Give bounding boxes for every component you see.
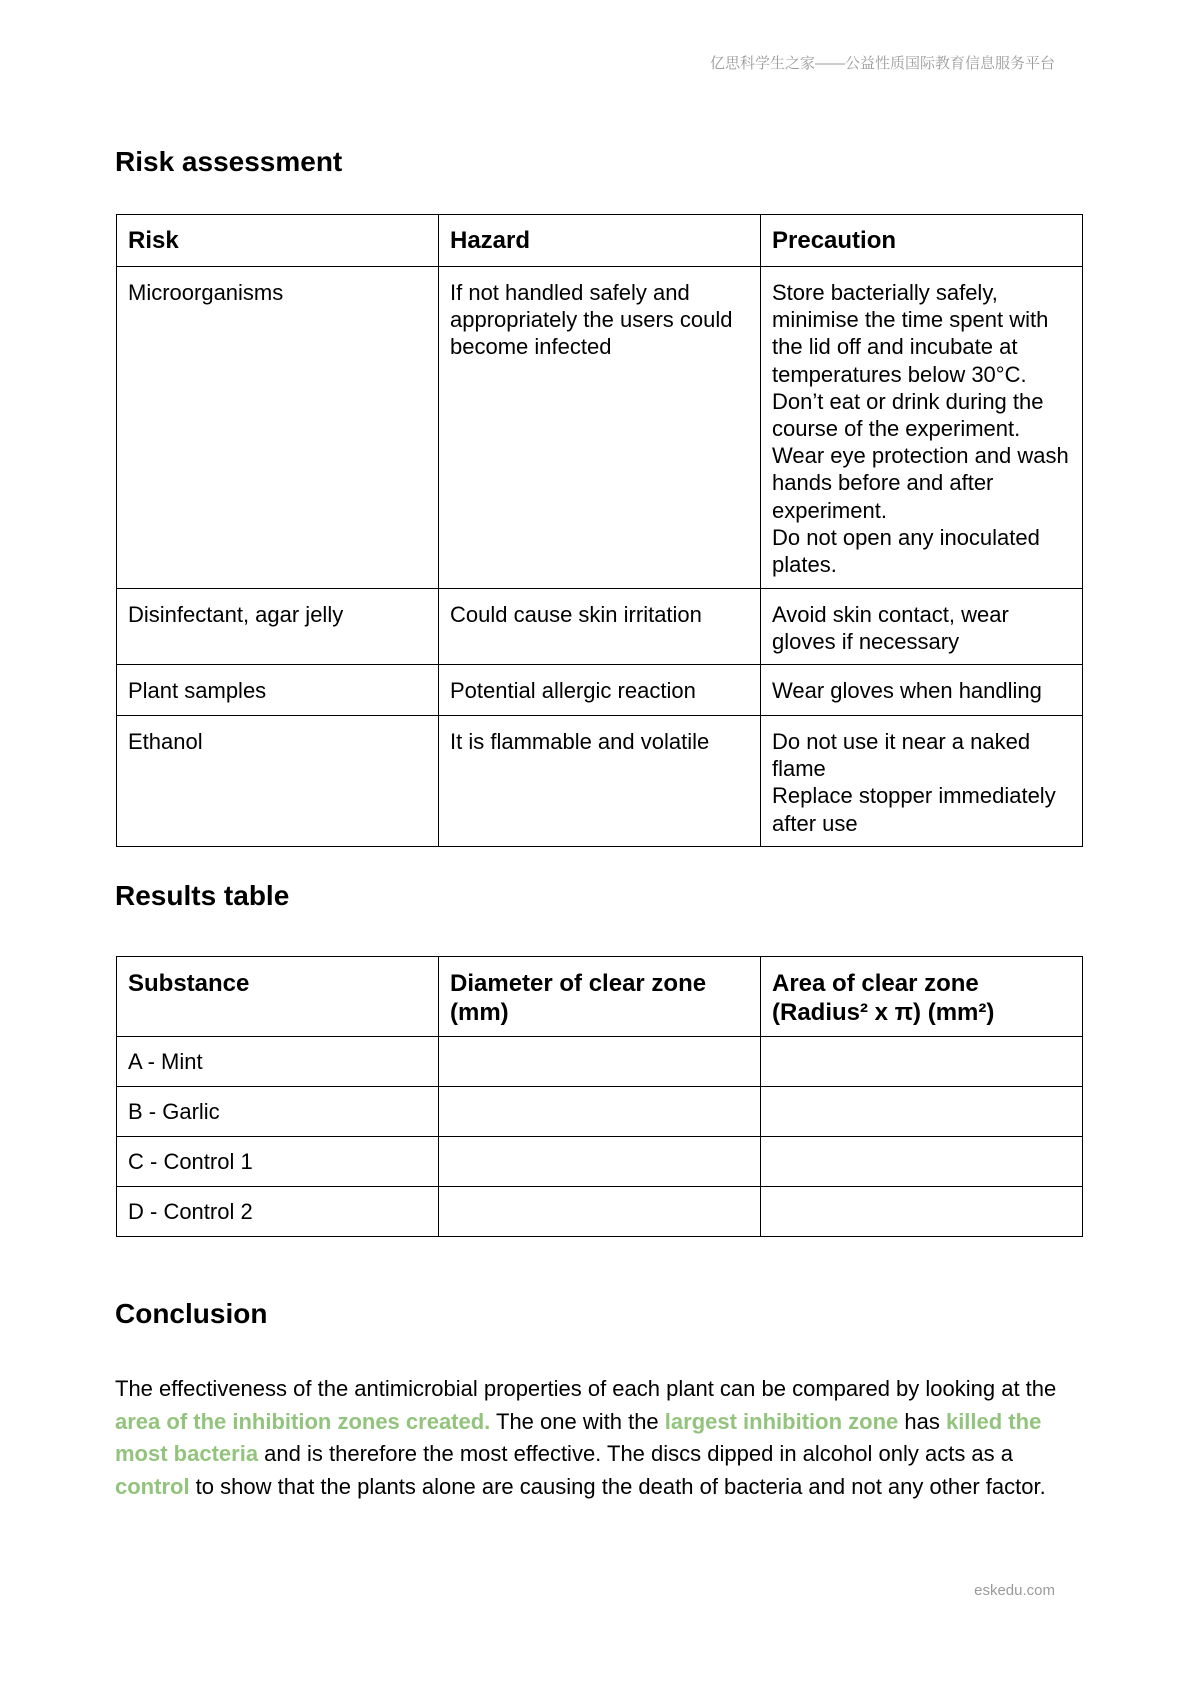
conclusion-text-segment: The effectiveness of the antimicrobial properties of each plant can be compared by looking at the xyxy=(115,1376,1057,1401)
precaution-line: Don’t eat or drink during the course of the experiment. xyxy=(772,388,1044,442)
diameter-cell xyxy=(439,1187,761,1237)
table-row xyxy=(117,267,1083,589)
precaution-line: Replace stopper immediately after use xyxy=(772,783,1056,836)
diameter-cell xyxy=(439,1087,761,1137)
conclusion-text-segment: to show that the plants alone are causing the death of bacteria and not any other factor. xyxy=(189,1473,1046,1499)
conclusion-text-segment: The one with the xyxy=(490,1408,665,1434)
table-header-row xyxy=(117,215,1083,267)
column-header-diameter: Diameter of clear zone (mm) xyxy=(439,957,761,1037)
hazard-cell: Potential allergic reaction xyxy=(439,665,761,716)
table-row xyxy=(117,589,1083,665)
risk-assessment-table xyxy=(116,214,1083,847)
precaution-line: Wear gloves when handling xyxy=(772,678,1042,703)
substance-cell: C - Control 1 xyxy=(117,1137,439,1187)
area-cell xyxy=(761,1087,1083,1137)
precaution-cell xyxy=(761,716,1083,847)
table-header-row xyxy=(117,957,1083,1037)
conclusion-highlight: killed the most bacteria xyxy=(115,1408,1042,1466)
area-cell xyxy=(761,1187,1083,1237)
precaution-line: Do not use it near a naked flame xyxy=(772,729,1031,782)
risk-cell: Disinfectant, agar jelly xyxy=(117,589,439,665)
substance-cell: D - Control 2 xyxy=(117,1187,439,1237)
table-row xyxy=(117,665,1083,716)
risk-cell: Microorganisms xyxy=(117,267,439,589)
risk-assessment-heading: Risk assessment xyxy=(115,146,343,177)
conclusion-paragraph xyxy=(115,1373,1087,1503)
substance-cell: A - Mint xyxy=(117,1037,439,1087)
table-row xyxy=(117,1137,1083,1187)
area-cell xyxy=(761,1037,1083,1087)
column-header-substance: Substance xyxy=(117,957,439,1037)
column-header-area: Area of clear zone (Radius² x π) (mm²) xyxy=(761,957,1083,1037)
hazard-cell: Could cause skin irritation xyxy=(439,589,761,665)
precaution-cell xyxy=(761,665,1083,716)
precaution-line: Avoid skin contact, wear gloves if necessary xyxy=(772,602,1009,655)
precaution-line: Store bacterially safely, minimise the time spent with the lid off and incubate at temperatures below 30°C. xyxy=(772,280,1049,387)
column-header-hazard: Hazard xyxy=(439,215,761,267)
hazard-cell: If not handled safely and appropriately the users could become infected xyxy=(439,267,761,589)
diameter-cell xyxy=(439,1037,761,1087)
precaution-line: Wear eye protection and wash hands before and after experiment. xyxy=(772,443,1069,523)
conclusion-highlight: area of the inhibition zones created. xyxy=(115,1408,491,1434)
precaution-cell xyxy=(761,589,1083,665)
table-row xyxy=(117,716,1083,847)
precaution-cell xyxy=(761,267,1083,589)
page-footer: eskedu.com xyxy=(974,1582,1055,1599)
conclusion-heading: Conclusion xyxy=(115,1298,268,1329)
table-row xyxy=(117,1087,1083,1137)
results-table-heading: Results table xyxy=(115,880,290,911)
conclusion-text-segment: and is therefore the most effective. The discs dipped in alcohol only acts as a xyxy=(258,1441,1014,1466)
risk-cell: Plant samples xyxy=(117,665,439,716)
risk-cell: Ethanol xyxy=(117,716,439,847)
table-row xyxy=(117,1187,1083,1237)
substance-cell: B - Garlic xyxy=(117,1087,439,1137)
conclusion-text-segment: has xyxy=(898,1408,946,1434)
column-header-risk: Risk xyxy=(117,215,439,267)
area-cell xyxy=(761,1137,1083,1187)
conclusion-highlight: largest inhibition zone xyxy=(664,1408,899,1434)
hazard-cell: It is flammable and volatile xyxy=(439,716,761,847)
table-row xyxy=(117,1037,1083,1087)
results-table xyxy=(116,956,1083,1237)
page-header: 亿思科学生之家——公益性质国际教育信息服务平台 xyxy=(709,55,1055,72)
diameter-cell xyxy=(439,1137,761,1187)
conclusion-highlight: control xyxy=(115,1473,190,1499)
column-header-precaution: Precaution xyxy=(761,215,1083,267)
precaution-line: Do not open any inoculated plates. xyxy=(772,524,1040,578)
